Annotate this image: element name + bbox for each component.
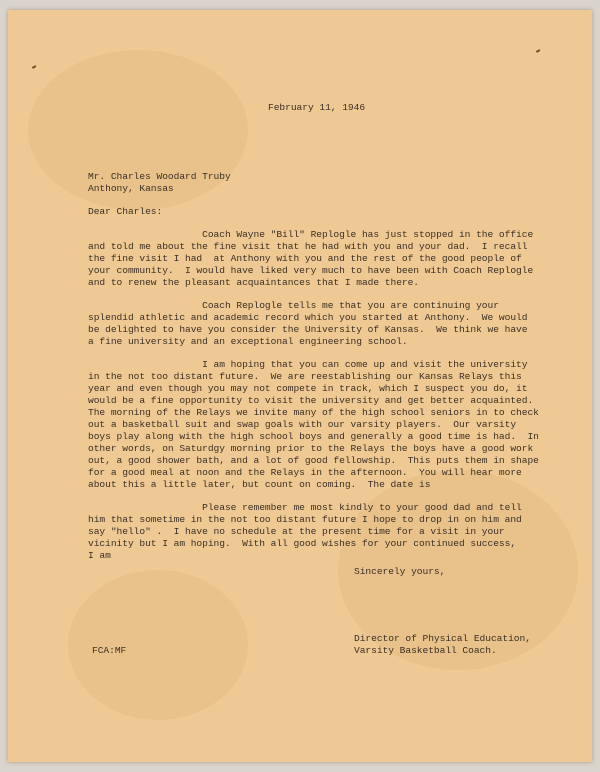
paragraph-4-line: I am (88, 550, 111, 561)
signature-title-line: Varsity Basketball Coach. (354, 645, 497, 656)
paragraph-2-line: splendid athletic and academic record which you started at Anthony. We would (88, 312, 528, 323)
recipient-location: Anthony, Kansas (88, 183, 174, 194)
closing: Sincerely yours, (354, 566, 446, 577)
letter-date: February 11, 1946 (268, 102, 366, 113)
paper-speck (32, 65, 36, 68)
paragraph-3-line: boys play along with the high school boys and generally a good time is had. In (88, 431, 539, 442)
paragraph-4-line: Please remember me most kindly to your good dad and tell (88, 502, 522, 513)
recipient-name: Mr. Charles Woodard Truby (88, 171, 231, 182)
paragraph-3-line: out, a good shower bath, and a lot of good fellowship. This puts them in shape (88, 455, 539, 466)
paragraph-1-line: your community. I would have liked very much to have been with Coach Replogle (88, 265, 534, 276)
paragraph-1-line: Coach Wayne "Bill" Replogle has just stopped in the office (88, 229, 534, 240)
paragraph-1-line: and told me about the fine visit that he had with you and your dad. I recall (88, 241, 528, 252)
paragraph-3-line: for a good meal at noon and the Relays in the afternoon. You will hear more (88, 467, 522, 478)
paragraph-3-line: I am hoping that you can come up and visit the university (88, 359, 528, 370)
paragraph-3-line: out a basketball suit and swap goals with our varsity players. Our varsity (88, 419, 517, 430)
paragraph-2-line: a fine university and an exceptional engineering school. (88, 336, 408, 347)
reference-initials: FCA:MF (92, 645, 127, 656)
paragraph-3-line: would be a fine opportunity to visit the university and get better acquainted. (88, 395, 534, 406)
paragraph-2-line: be delighted to have you consider the University of Kansas. We think we have (88, 324, 528, 335)
paragraph-3-line: year and even though you may not compete in track, which I suspect you do, it (88, 383, 528, 394)
salutation: Dear Charles: (88, 206, 163, 217)
paragraph-2-line: Coach Replogle tells me that you are continuing your (88, 300, 499, 311)
paragraph-3-line: about this a little later, but count on coming. The date is (88, 479, 431, 490)
paragraph-1-line: and to renew the pleasant acquaintances that I made there. (88, 277, 420, 288)
paragraph-1-line: the fine visit I had at Anthony with you and the rest of the good people of (88, 253, 522, 264)
paper-speck (536, 49, 540, 52)
paragraph-3-line: other words, on Saturdgy morning prior to the Relays the boys have a good work (88, 443, 534, 454)
paragraph-4-line: say "hello" . I have no schedule at the present time for a visit in your (88, 526, 505, 537)
paragraph-4-line: him that sometime in the not too distant future I hope to drop in on him and (88, 514, 522, 525)
letter-page (8, 10, 592, 762)
paragraph-3-line: in the not too distant future. We are reestablishing our Kansas Relays this (88, 371, 522, 382)
paragraph-4-line: vicinity but I am hoping. With all good wishes for your continued success, (88, 538, 517, 549)
signature-title-line: Director of Physical Education, (354, 633, 531, 644)
paragraph-3-line: The morning of the Relays we invite many of the high school seniors in to check (88, 407, 539, 418)
